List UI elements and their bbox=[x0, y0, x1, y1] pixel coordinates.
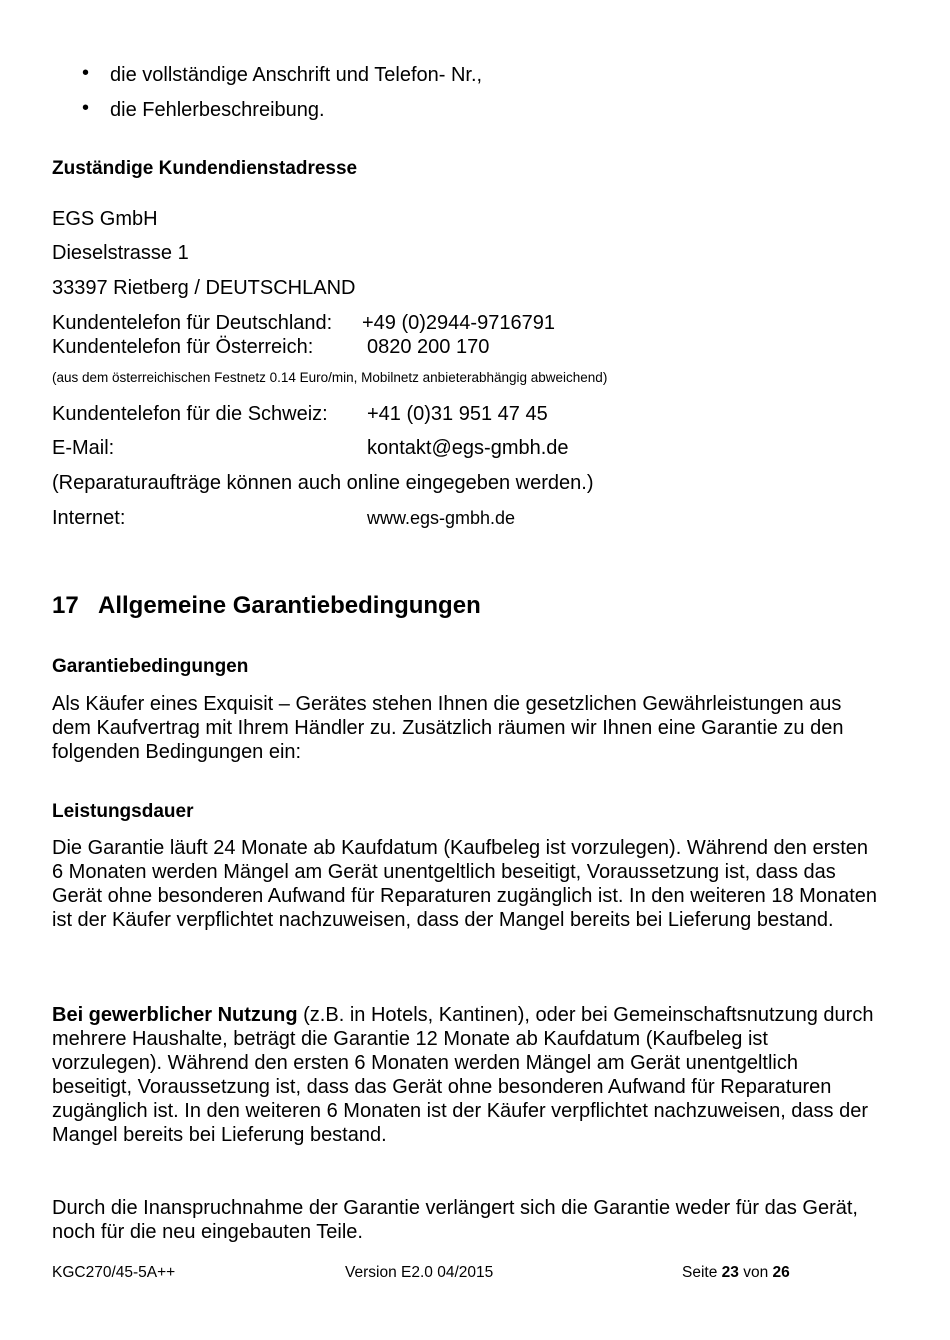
online-note: (Reparaturaufträge können auch online eingegeben werden.) bbox=[52, 472, 594, 494]
commercial-text: (z.B. in Hotels, Kantinen), oder bei Gemeinschaftsnutzung durch mehrere Haushalte, beträgt die Garantie 12 Monate ab Kaufdatum (Kaufbeleg ist vorzulegen). Während den ersten 6 Monaten werden Mängel am Gerät unentgeltlich beseitigt, Voraussetzung ist, dass das Gerät ohne besonderen Aufwand für Reparaturen zugänglich ist. In den weiteren 6 Monaten ist der Käufer verpflichtet nachzuweisen, dass der Mangel bereits bei Lieferung bestand. bbox=[52, 1004, 874, 1146]
page-sep: von bbox=[743, 1264, 769, 1281]
guarantee-text: Als Käufer eines Exquisit – Gerätes stehen Ihnen die gesetzlichen Gewährleistungen aus dem Kaufvertrag mit Ihrem Händler zu. Zusätzlich räumen wir Ihnen eine Garantie zu den folgenden Bedingungen ein: bbox=[52, 693, 844, 763]
phone-at-label: Kundentelefon für Österreich: bbox=[52, 336, 314, 358]
city: 33397 Rietberg / DEUTSCHLAND bbox=[52, 277, 356, 299]
page-current: 23 bbox=[721, 1264, 739, 1281]
guarantee-heading: Garantiebedingungen bbox=[52, 656, 249, 677]
phone-ch-label: Kundentelefon für die Schweiz: bbox=[52, 403, 328, 425]
street: Dieselstrasse 1 bbox=[52, 242, 189, 264]
extension-note: Durch die Inanspruchnahme der Garantie verlängert sich die Garantie weder für das Gerät, noch für die neu eingebauten Teile. bbox=[52, 1197, 858, 1243]
section-number: 17 bbox=[52, 592, 79, 619]
internet-label: Internet: bbox=[52, 507, 126, 529]
internet-value: www.egs-gmbh.de bbox=[367, 508, 516, 528]
phone-at-number: 0820 200 170 bbox=[367, 336, 490, 358]
page-prefix: Seite bbox=[682, 1264, 718, 1281]
phone-de-number: +49 (0)2944-9716791 bbox=[362, 312, 555, 334]
duration-heading: Leistungsdauer bbox=[52, 801, 194, 822]
bullet-text: die vollständige Anschrift und Telefon- Nr., bbox=[110, 64, 483, 86]
company-name: EGS GmbH bbox=[52, 208, 158, 230]
phone-ch-number: +41 (0)31 951 47 45 bbox=[367, 403, 548, 425]
phone-de-label: Kundentelefon für Deutschland: bbox=[52, 312, 333, 334]
bullet-text: die Fehlerbeschreibung. bbox=[110, 99, 325, 121]
email-label: E-Mail: bbox=[52, 437, 115, 459]
commercial-bold: Bei gewerblicher Nutzung bbox=[52, 1004, 298, 1026]
commercial-paragraph bbox=[52, 1003, 882, 1147]
page-total: 26 bbox=[772, 1264, 790, 1281]
footer-page bbox=[682, 1264, 790, 1282]
section-title: Allgemeine Garantiebedingungen bbox=[98, 592, 481, 619]
phone-at-note: (aus dem österreichischen Festnetz 0.14 Euro/min, Mobilnetz anbieterabhängig abweichend) bbox=[52, 370, 608, 385]
service-heading: Zuständige Kundendienstadresse bbox=[52, 158, 358, 179]
email-value: kontakt@egs-gmbh.de bbox=[367, 437, 569, 459]
footer-model: KGC270/45-5A++ bbox=[52, 1264, 176, 1281]
footer-version: Version E2.0 04/2015 bbox=[345, 1264, 494, 1281]
duration-text: Die Garantie läuft 24 Monate ab Kaufdatum (Kaufbeleg ist vorzulegen). Während den ersten 6 Monaten werden Mängel am Gerät unentgeltlich beseitigt, Voraussetzung ist, dass das Gerät ohne besonderen Aufwand für Reparaturen zugänglich ist. In den weiteren 18 Monaten ist der Käufer verpflichtet nachzuweisen, dass der Mangel bereits bei Lieferung bestand. bbox=[52, 837, 877, 931]
bullet-icon: • bbox=[82, 62, 90, 84]
bullet-icon: • bbox=[82, 97, 90, 119]
